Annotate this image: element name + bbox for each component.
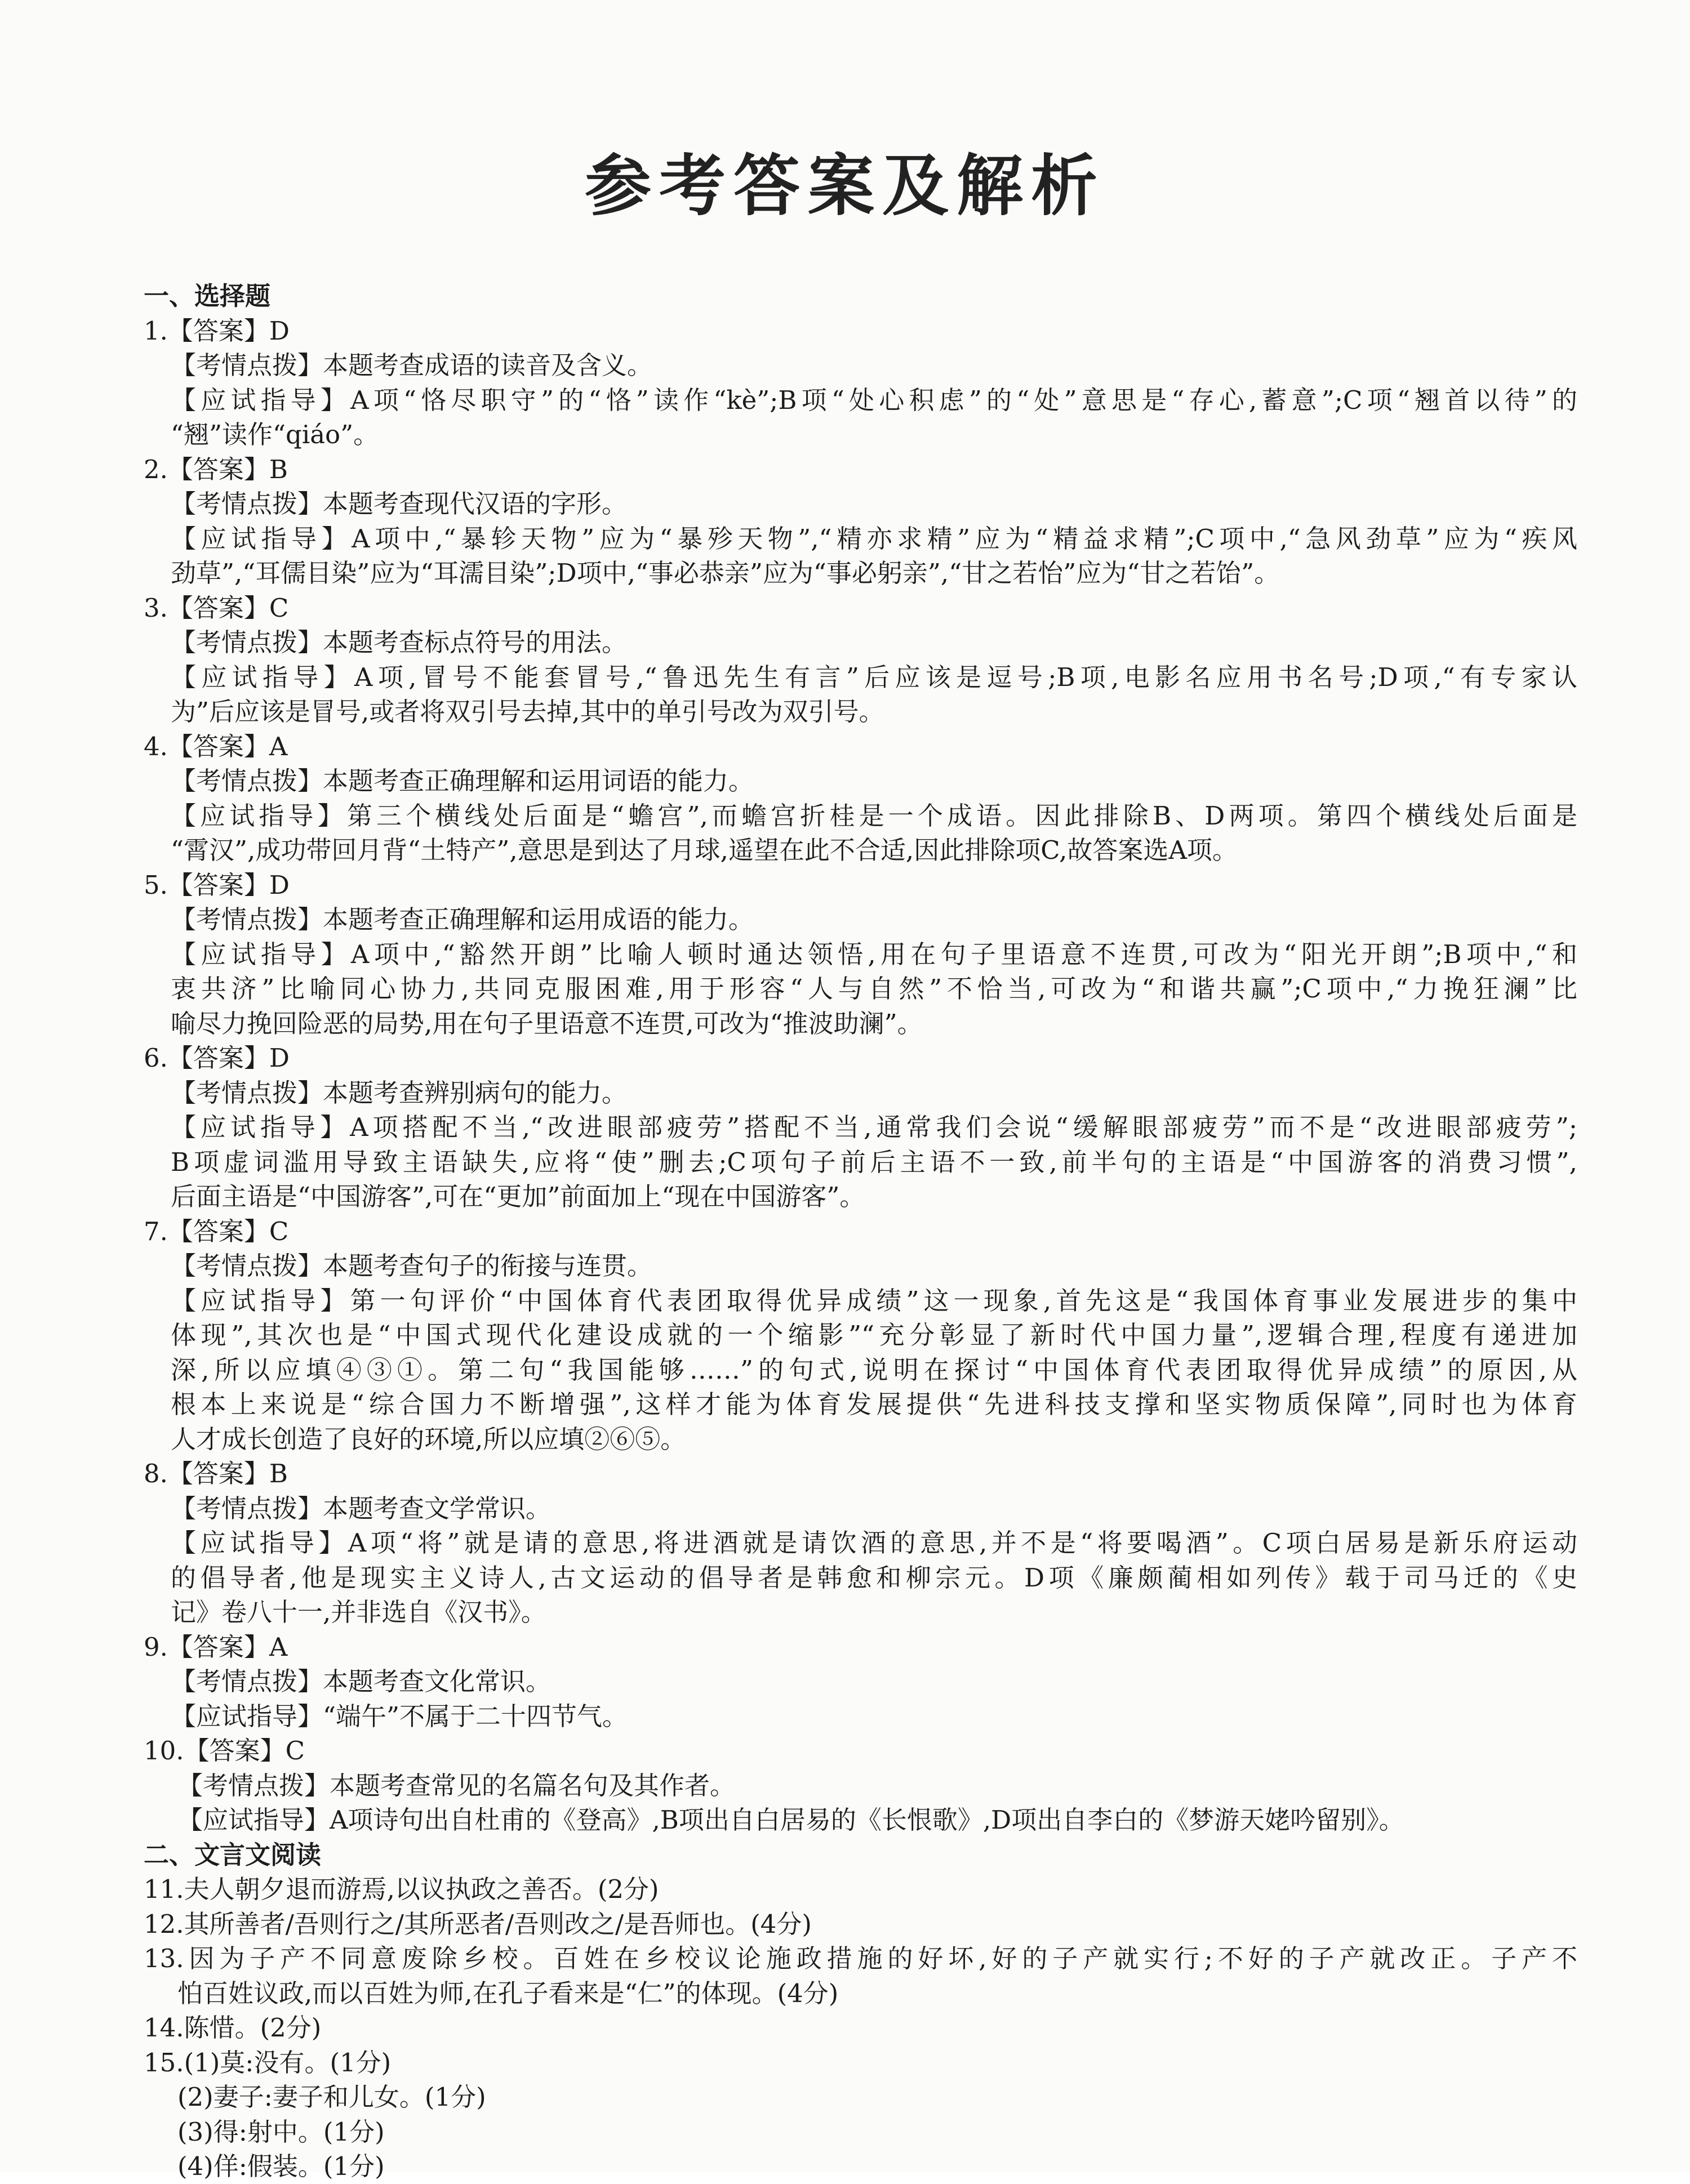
page-title: 参考答案及解析 bbox=[584, 146, 1105, 225]
text-line-q1-b: 【应试指导】A项“恪尽职守”的“恪”读作“kè”;B项“处心积虑”的“处”意思是“存心,蓄意”;C项“翘首以待”的 bbox=[171, 385, 1577, 415]
text-line-q6-d: 后面主语是“中国游客”,可在“更加”前面加上“现在中国游客”。 bbox=[171, 1182, 865, 1211]
text-line-q7-b: 【应试指导】第一句评价“中国体育代表团取得优异成绩”这一现象,首先这是“我国体育事业发展进步的集中 bbox=[171, 1285, 1577, 1316]
text-line-q10-b: 【应试指导】A项诗句出自杜甫的《登高》,B项出自白居易的《长恨歌》,D项出自李白的《梦游天姥吟留别》。 bbox=[177, 1805, 1404, 1835]
text-line-q4-a: 【考情点拨】本题考查正确理解和运用词语的能力。 bbox=[171, 766, 754, 796]
text-line-q1-c: “翘”读作“qiáo”。 bbox=[171, 420, 379, 449]
text-line-q8-ans: 8.【答案】B bbox=[144, 1459, 288, 1488]
text-line-q4-ans: 4.【答案】A bbox=[144, 731, 288, 761]
text-line-q2-b: 【应试指导】A项中,“暴轸天物”应为“暴殄天物”,“精亦求精”应为“精益求精”;C项中,“急风劲草”应为“疾风 bbox=[171, 523, 1577, 554]
text-line-q9-ans: 9.【答案】A bbox=[144, 1632, 288, 1662]
text-line-q7-a: 【考情点拨】本题考查句子的衔接与连贯。 bbox=[171, 1251, 653, 1281]
text-line-q8-a: 【考情点拨】本题考查文学常识。 bbox=[171, 1493, 552, 1523]
text-line-q11: 11.夫人朝夕退而游焉,以议执政之善否。(2分) bbox=[144, 1874, 659, 1904]
text-line-q14: 14.陈惜。(2分) bbox=[144, 2013, 322, 2043]
text-line-q5-c: 衷共济”比喻同心协力,共同克服困难,用于形容“人与自然”不恰当,可改为“和谐共赢”;C项中,“力挽狂澜”比 bbox=[171, 974, 1577, 1004]
text-line-q8-c: 的倡导者,他是现实主义诗人,古文运动的倡导者是韩愈和柳宗元。D项《廉颇蔺相如列传》载于司马迁的《史 bbox=[171, 1562, 1577, 1593]
text-line-q6-b: 【应试指导】A项搭配不当,“改进眼部疲劳”搭配不当,通常我们会说“缓解眼部疲劳”而不是“改进眼部疲劳”; bbox=[171, 1112, 1577, 1142]
text-line-q15-1: 15.(1)莫:没有。(1分) bbox=[144, 2047, 392, 2078]
text-line-q6-ans: 6.【答案】D bbox=[144, 1043, 290, 1073]
text-line-q2-c: 劲草”,“耳儒目染”应为“耳濡目染”;D项中,“事必恭亲”应为“事必躬亲”,“甘之若怡”应为“甘之若饴”。 bbox=[171, 558, 1280, 588]
answer-content bbox=[144, 279, 1577, 2184]
text-line-q3-ans: 3.【答案】C bbox=[144, 592, 289, 623]
text-line-q9-b: 【应试指导】“端午”不属于二十四节气。 bbox=[171, 1701, 628, 1731]
text-line-q8-d: 记》卷八十一,并非选自《汉书》。 bbox=[171, 1597, 546, 1627]
text-line-q13-a: 13.因为子产不同意废除乡校。百姓在乡校议论施政措施的好坏,好的子产就实行;不好的子产就改正。子产不 bbox=[144, 1944, 1577, 1973]
text-line-q1-ans: 1.【答案】D bbox=[144, 315, 290, 346]
text-line-q7-f: 人才成长创造了良好的环境,所以应填②⑥⑤。 bbox=[171, 1424, 686, 1454]
text-line-q12: 12.其所善者/吾则行之/其所恶者/吾则改之/是吾师也。(4分) bbox=[144, 1909, 812, 1939]
text-line-s1: 一、选择题 bbox=[144, 281, 271, 311]
text-line-q15-3: (3)得:射中。(1分) bbox=[177, 2116, 385, 2147]
text-line-q2-ans: 2.【答案】B bbox=[144, 454, 288, 484]
text-line-q7-d: 深,所以应填④③①。第二句“我国能够……”的句式,说明在探讨“中国体育代表团取得优异成绩”的原因,从 bbox=[171, 1354, 1577, 1385]
text-line-q5-b: 【应试指导】A项中,“豁然开朗”比喻人顿时通达领悟,用在句子里语意不连贯,可改为“阳光开朗”;B项中,“和 bbox=[171, 939, 1577, 969]
text-line-q7-c: 体现”,其次也是“中国式现代化建设成就的一个缩影”“充分彰显了新时代中国力量”,逻辑合理,程度有递进加 bbox=[171, 1320, 1577, 1350]
text-line-q3-b: 【应试指导】A项,冒号不能套冒号,“鲁迅先生有言”后应该是逗号;B项,电影名应用书名号;D项,“有专家认 bbox=[171, 662, 1577, 692]
text-line-q4-c: “霄汉”,成功带回月背“土特产”,意思是到达了月球,遥望在此不合适,因此排除项C,故答案选A项。 bbox=[171, 835, 1238, 865]
text-line-q10-a: 【考情点拨】本题考查常见的名篇名句及其作者。 bbox=[177, 1770, 736, 1800]
text-line-q7-e: 根本上来说是“综合国力不断增强”,这样才能为体育发展提供“先进科技支撑和坚实物质保障”,同时也为体育 bbox=[171, 1389, 1577, 1419]
text-line-q4-b: 【应试指导】第三个横线处后面是“蟾宫”,而蟾宫折桂是一个成语。因此排除B、D两项。第四个横线处后面是 bbox=[171, 800, 1577, 831]
text-line-s2: 二、文言文阅读 bbox=[144, 1839, 322, 1870]
text-line-q5-a: 【考情点拨】本题考查正确理解和运用成语的能力。 bbox=[171, 904, 754, 934]
text-line-q5-ans: 5.【答案】D bbox=[144, 870, 290, 900]
text-line-q15-4: (4)佯:假装。(1分) bbox=[177, 2151, 385, 2181]
text-line-q2-a: 【考情点拨】本题考查现代汉语的字形。 bbox=[171, 489, 628, 519]
text-line-q9-a: 【考情点拨】本题考查文化常识。 bbox=[171, 1666, 552, 1696]
text-line-q7-ans: 7.【答案】C bbox=[144, 1216, 289, 1246]
text-line-q3-a: 【考情点拨】本题考查标点符号的用法。 bbox=[171, 627, 628, 657]
text-line-q6-a: 【考情点拨】本题考查辨别病句的能力。 bbox=[171, 1077, 628, 1108]
text-line-q6-c: B项虚词滥用导致主语缺失,应将“使”删去;C项句子前后主语不一致,前半句的主语是“中国游客的消费习惯”, bbox=[171, 1147, 1577, 1177]
text-line-q3-c: 为”后应该是冒号,或者将双引号去掉,其中的单引号改为双引号。 bbox=[171, 697, 884, 726]
text-line-q1-a: 【考情点拨】本题考查成语的读音及含义。 bbox=[171, 350, 653, 380]
text-line-q10-ans: 10.【答案】C bbox=[144, 1736, 305, 1766]
text-line-q15-2: (2)妻子:妻子和儿女。(1分) bbox=[177, 2082, 486, 2112]
text-line-q5-d: 喻尽力挽回险恶的局势,用在句子里语意不连贯,可改为“推波助澜”。 bbox=[171, 1008, 923, 1038]
text-line-q13-b: 怕百姓议政,而以百姓为师,在孔子看来是“仁”的体现。(4分) bbox=[177, 1978, 839, 2008]
text-line-q8-b: 【应试指导】A项“将”就是请的意思,将进酒就是请饮酒的意思,并不是“将要喝酒”。C项白居易是新乐府运动 bbox=[171, 1528, 1577, 1558]
